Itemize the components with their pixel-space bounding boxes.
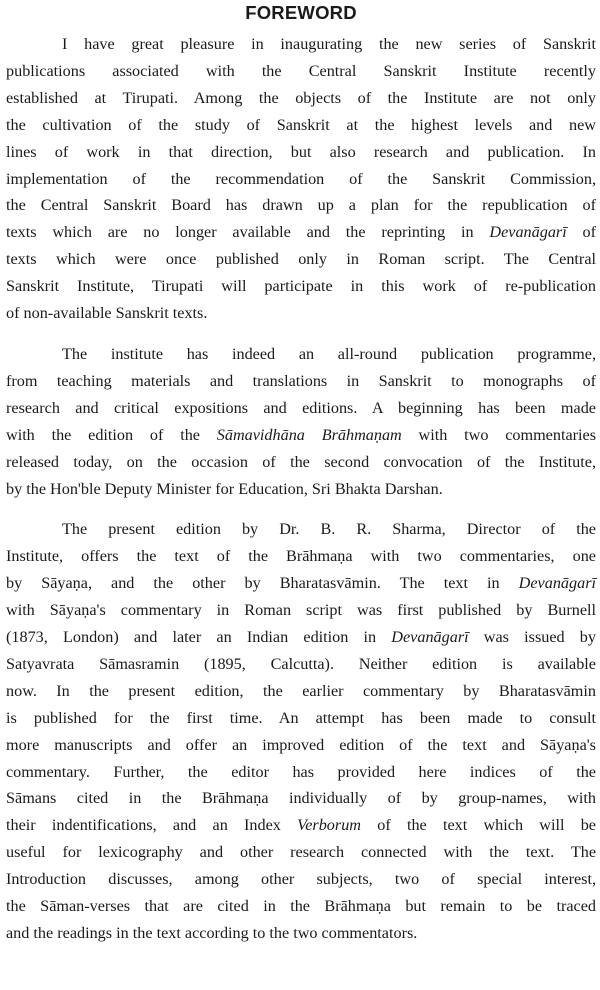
text-line (6, 85, 596, 112)
text-segment: I have great pleasure in inaugurating the new series of Sanskrit (62, 35, 596, 53)
text-line (6, 678, 596, 705)
text-line (6, 395, 596, 422)
text-line (6, 368, 596, 395)
italic-term: Devanāgarī (391, 628, 469, 647)
text-segment: texts which are no longer available and the reprinting in (6, 223, 490, 242)
text-segment: texts which were once published only in Roman script. The Central (6, 250, 596, 269)
text-segment: Introduction discusses, among other subjects, two of special interest, (6, 870, 596, 889)
text-segment: established at Tirupati. Among the objects of the Institute are not only (6, 88, 596, 107)
text-line (6, 516, 596, 543)
text-segment: is published for the first time. An attempt has been made to consult (6, 708, 596, 727)
text-line (6, 705, 596, 732)
text-line (6, 246, 596, 273)
text-segment: useful for lexicography and other research connected with the text. The (6, 843, 596, 862)
text-segment: lines of work in that direction, but also research and publication. In (6, 142, 596, 161)
text-segment: commentary. Further, the editor has provided here indices of the (6, 762, 596, 781)
text-segment: more manuscripts and offer an improved edition of the text and Sāyaṇa's (6, 735, 596, 754)
text-segment: by Sāyaṇa, and the other by Bharatasvāmin. The text in (6, 574, 519, 593)
text-segment: from teaching materials and translations in Sanskrit to monographs of (6, 371, 596, 390)
text-segment: Institute, offers the text of the Brāhmaṇa with two commentaries, one (6, 547, 596, 566)
text-segment: Sanskrit Institute, Tirupati will participate in this work of re-publication (6, 277, 596, 296)
paragraph-3 (6, 516, 596, 947)
italic-term: Verborum (297, 816, 361, 835)
text-segment: the cultivation of the study of Sanskrit at the highest levels and new (6, 115, 596, 134)
text-line (6, 476, 596, 503)
text-segment: released today, on the occasion of the second convocation of the Institute, (6, 452, 596, 471)
text-line (6, 422, 596, 449)
text-line (6, 597, 596, 624)
text-segment: The present edition by Dr. B. R. Sharma, Director of the (62, 520, 596, 539)
text-line (6, 839, 596, 866)
text-line (6, 139, 596, 166)
paragraph-gap (6, 327, 596, 341)
text-line (6, 866, 596, 893)
text-segment: the Sāman-verses that are cited in the Brāhmaṇa but remain to be traced (6, 897, 596, 916)
text-line (6, 785, 596, 812)
text-line (6, 58, 596, 85)
paragraph-1 (6, 31, 596, 327)
page-title: FOREWORD (245, 2, 357, 23)
italic-term: Devanāgarī (489, 223, 567, 242)
text-line (6, 759, 596, 786)
text-segment: research and critical expositions and editions. A beginning has been made (6, 398, 596, 417)
text-line (6, 624, 596, 651)
text-segment: implementation of the recommendation of the Sanskrit Commission, (6, 169, 596, 188)
text-line (6, 273, 596, 300)
paragraph-gap (6, 502, 596, 516)
text-segment: with Sāyaṇa's commentary in Roman script was first published by Burnell (6, 601, 596, 620)
text-segment: the Central Sanskrit Board has drawn up a plan for the republication of (6, 196, 596, 215)
text-line (6, 920, 596, 947)
text-line (6, 570, 596, 597)
text-line (6, 449, 596, 476)
text-line (6, 300, 596, 327)
text-segment: Sāmans cited in the Brāhmaṇa individually of by group-names, with (6, 789, 596, 808)
text-segment: by the Hon'ble Deputy Minister for Education, Sri Bhakta Darshan. (6, 479, 443, 498)
italic-term: Sāmavidhāna Brāhmaṇam (216, 425, 402, 444)
text-segment: publications associated with the Central Sanskrit Institute recently (6, 61, 596, 80)
text-segment: with the edition of the (6, 425, 217, 444)
text-segment: of non-available Sanskrit texts. (6, 304, 208, 323)
text-line (6, 732, 596, 759)
text-line (6, 812, 596, 839)
text-line (6, 192, 596, 219)
text-segment: The institute has indeed an all-round publication programme, (62, 344, 596, 363)
italic-term: Devanāgarī (518, 574, 596, 593)
text-segment: with two commentaries (401, 425, 596, 444)
text-line (6, 341, 596, 368)
text-line (6, 31, 596, 58)
text-segment: of (566, 223, 596, 242)
text-segment: their indentifications, and an Index (6, 816, 298, 835)
text-line (6, 112, 596, 139)
text-line (6, 651, 596, 678)
text-segment: Satyavrata Sāmasramin (1895, Calcutta). Neither edition is available (6, 654, 596, 673)
text-line (6, 543, 596, 570)
paragraph-2 (6, 341, 596, 502)
text-segment: (1873, London) and later an Indian edition in (6, 628, 392, 647)
text-segment: now. In the present edition, the earlier commentary by Bharatasvāmin (6, 681, 596, 700)
text-segment: of the text which will be (360, 816, 596, 835)
text-line (6, 893, 596, 920)
text-line (6, 219, 596, 246)
text-segment: and the readings in the text according to the two commentators. (6, 924, 418, 942)
text-line (6, 166, 596, 193)
text-segment: was issued by (468, 628, 596, 647)
